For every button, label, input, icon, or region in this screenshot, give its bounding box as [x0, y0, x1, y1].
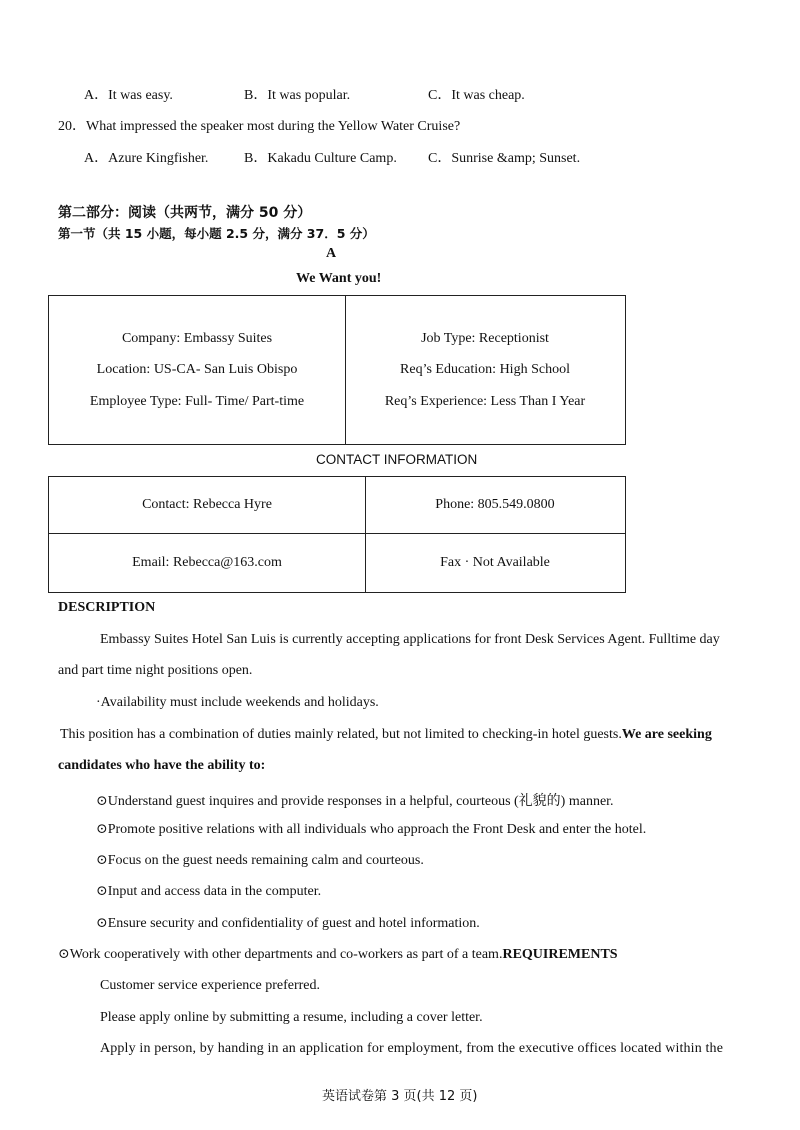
q19-option-b: B．It was popular.: [244, 88, 351, 103]
contact-heading: CONTACT INFORMATION: [316, 452, 478, 467]
fax-cell: Fax · Not Available: [440, 555, 550, 570]
employee-type-cell: Employee Type: Full- Time/ Part-time: [89, 394, 305, 409]
requirements-heading: REQUIREMENTS: [502, 947, 618, 962]
apply-line: Apply in person, by handing in an application for employment, from the executive offices located within the: [100, 1041, 724, 1056]
q19-option-a: A．It was easy.: [84, 88, 173, 103]
bullet-item-2: ⊙Promote positive relations with all individuals who approach the Front Desk and enter the hotel.: [96, 822, 647, 837]
duties-bold-text: We are seeking: [621, 727, 712, 742]
q20-option-c: C．Sunrise &amp; Sunset.: [428, 151, 581, 166]
q20-option-b: B．Kakadu Culture Camp.: [244, 151, 397, 166]
bullet-item-4: ⊙Input and access data in the computer.: [96, 884, 322, 899]
education-cell: Req’s Education: High School: [400, 362, 570, 377]
description-intro-line2: and part time night positions open.: [58, 663, 253, 678]
bullet-item-1: ⊙Understand guest inquires and provide responses in a helpful, courteous (礼貌的) manner.: [96, 794, 614, 809]
bullet-item-6: [58, 946, 618, 963]
contact-table: [48, 476, 626, 593]
q20-question: 20．What impressed the speaker most during the Yellow Water Cruise?: [58, 119, 461, 134]
availability-line: ·Availability must include weekends and holidays.: [96, 695, 379, 710]
description-intro-line1: Embassy Suites Hotel San Luis is currently accepting applications for front Desk Services Agent. Fulltime day: [100, 632, 720, 647]
contact-table-vdivider: [365, 476, 366, 592]
bullet-item-5: ⊙Ensure security and confidentiality of guest and hotel information.: [96, 916, 480, 931]
requirement-2: Please apply online by submitting a resume, including a cover letter.: [100, 1010, 483, 1025]
section-subheading: 第一节（共 15 小题，每小题 2.5 分，满分 37．5 分）: [58, 226, 375, 241]
duties-text: This position has a combination of duties mainly related, but not limited to checking-in hotel guests.: [60, 727, 622, 742]
email-cell: Email: Rebecca@163.com: [132, 555, 282, 570]
bullet-item-3: ⊙Focus on the guest needs remaining calm and courteous.: [96, 853, 424, 868]
experience-cell: Req’s Experience: Less Than I Year: [384, 394, 586, 409]
job-type-cell: Job Type: Receptionist: [421, 331, 549, 346]
phone-cell: Phone: 805.549.0800: [435, 497, 555, 512]
location-cell: Location: US-CA- San Luis Obispo: [96, 362, 298, 377]
passage-letter: A: [326, 246, 337, 261]
description-heading: DESCRIPTION: [58, 600, 156, 615]
contact-name-cell: Contact: Rebecca Hyre: [142, 497, 272, 512]
q19-option-c: C．It was cheap.: [428, 88, 525, 103]
company-cell: Company: Embassy Suites: [121, 331, 273, 346]
page-footer: 英语试卷第 3 页(共 12 页): [322, 1089, 478, 1104]
duties-bold-line2: candidates who have the ability to:: [58, 758, 266, 773]
bullet-item-6-text: ⊙Work cooperatively with other departments and co-workers as part of a team.: [58, 947, 503, 962]
contact-table-hdivider: [48, 533, 626, 534]
q20-option-a: A．Azure Kingfisher.: [84, 151, 209, 166]
requirement-1: Customer service experience preferred.: [100, 978, 320, 993]
part-heading: 第二部分：阅读（共两节，满分 50 分）: [58, 205, 312, 221]
duties-line: [60, 727, 712, 743]
passage-title: We Want you!: [296, 271, 382, 286]
